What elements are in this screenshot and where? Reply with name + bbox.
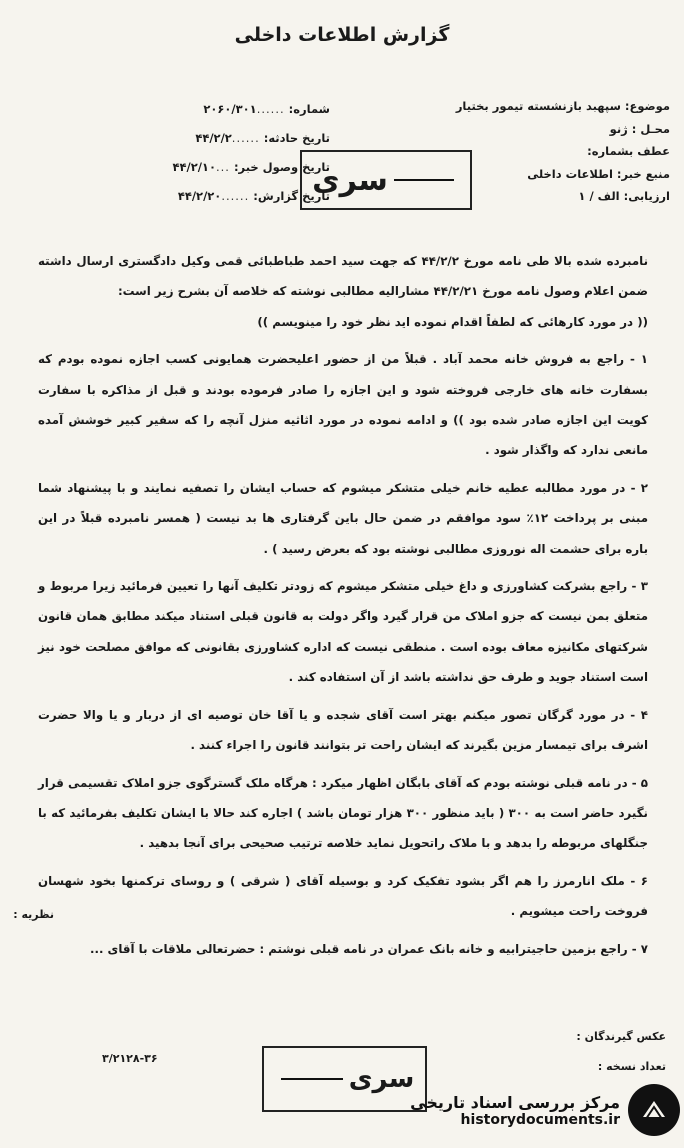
field-value: الف / ۱ (578, 189, 620, 203)
field-label: منبع خبر: (616, 166, 670, 181)
field-value: سپهبد بازنشسته تیمور بختیار (455, 99, 621, 113)
secret-stamp (300, 150, 472, 210)
field-label: ارزیابی: (623, 189, 670, 203)
field-label: شماره: (288, 102, 330, 116)
document-body (38, 246, 648, 964)
field-label: محـل : (631, 121, 670, 136)
body-item-6: ۶ - ملک انارمرز را هم اگر بشود تفکیک کرد و بوسیله آقای ( شرقی ) و روسای ترکمنها بخود شهسان فروخت راحت میشویم . (38, 873, 648, 919)
book-logo-icon (628, 1084, 680, 1136)
field-value: اطلاعات داخلی (527, 166, 613, 181)
watermark-logo (390, 1080, 680, 1140)
footer-code: ۳/۲۱۲۸-۳۶ (102, 1052, 158, 1065)
field-label: تاریخ حادثه: (263, 131, 330, 145)
body-item-4: ۴ - در مورد گرگان تصور میکنم بهتر است آقای شجده و یا آقا خان توصیه ای از دربار و یا والا حضرت اشرف برای تیمسار مزین بگیرند که ایشان راحت تر بتوانند قانون را اجراء کنند . (38, 707, 648, 753)
field-label: موضوع: (624, 99, 670, 113)
field-value: ۴۴/۲/۲ (195, 131, 232, 145)
body-item-1: ۱ - راجع به فروش خانه محمد آباد . قبلاً من از حضور اعلیحضرت همایونی کسب اجازه نموده بودم که بسفارت خانه های خارجی فروخته شود و این اجازه را صادر فرموده بودند و قبل از مذاکره با سفارت کویت این اجازه صادر شده بود )) و ادامه نموده در مورد اثاثیه منزل آنچه را که سفیر کبیر خوشش آمده مانعی ندارد که واگذار شود . (38, 352, 648, 458)
logo-title: مرکز بررسی اسناد تاریخی (410, 1092, 620, 1112)
logo-url: historydocuments.ir (460, 1111, 620, 1128)
body-quote: (( در مورد کارهائی که لطفاً اقدام نموده اید نظر خود را مینویسم )) (257, 314, 648, 329)
field-place (420, 118, 670, 141)
footer-copies: تعداد نسخه : (597, 1060, 666, 1073)
stamp-text: سری (312, 162, 388, 198)
field-label: تاریخ وصول خبر: (233, 160, 330, 174)
field-incident-date: تاریخ حادثه: ...... ۴۴/۲/۲ (90, 124, 330, 153)
footer-recipients: عکس گیرندگان : (576, 1030, 666, 1043)
body-item-3: ۳ - راجع بشرکت کشاورزی و داغ خیلی متشکر میشوم که زودتر تکلیف آنها را تعیین فرمائید زیرا مربوط و متعلق بمن نیست که جزو املاک من قرار گیرد واگر دولت به قانون قبلی استناد میکند مطابق همان قانون شرکتهای مکانیزه معاف بوده است . منطقی نیست که اداره کشاورزی بقانونی که موافق مصلحت خود نیز است استناد جوید و طرف حق نداشته باشد از آن استفاده کند . (38, 579, 648, 685)
header-left-fields (90, 95, 330, 211)
field-label: تاریخ گزارش: (253, 189, 330, 203)
footer-fields (576, 1022, 666, 1082)
field-received-date: تاریخ وصول خبر: ... ۴۴/۲/۱۰ (90, 153, 330, 182)
field-number: شماره: ...... ۲۰۶۰/۳۰۱ (90, 95, 330, 124)
field-report-date: تاریخ گزارش: ...... ۴۴/۲/۲۰ (90, 182, 330, 211)
body-item-2: ۲ - در مورد مطالبه عطیه خانم خیلی متشکر میشوم که حساب ایشان را تصفیه نمایند و با پیشنهاد شما مبنی بر پرداخت ۱۲٪ سود موافقم در ضمن حال باین گرفتاری ها بد نیست ( همسر نامبرده قبلاً در این باره برای حشمت اله نوروزی مطالبی نوشته بود که بعرض رسید ) . (38, 480, 648, 556)
stamp-text-bottom: سری (348, 1064, 415, 1094)
note-label: نظریه : (13, 908, 54, 921)
logo-text (410, 1093, 620, 1128)
field-subject (420, 95, 670, 118)
document-title: گزارش اطلاعات داخلی (234, 24, 450, 46)
body-intro: نامبرده شده بالا طی نامه مورخ ۴۴/۲/۲ که جهت سید احمد طباطبائی قمی وکیل دادگستری ارسال داشته ضمن اعلام وصول نامه مورخ ۴۴/۲/۲۱ مشارالیه مطالبی نوشته که خلاصه آن بشرح زیر است: (38, 254, 648, 299)
field-value: ۴۴/۲/۲۰ (177, 189, 222, 203)
field-value: ژنو (609, 121, 628, 136)
field-value: ۴۴/۲/۱۰ (172, 160, 216, 174)
field-label: عطف بشماره: (587, 144, 670, 158)
field-value: ۲۰۶۰/۳۰۱ (203, 102, 257, 116)
body-item-7: ۷ - راجع بزمین حاجیترابیه و خانه بانک عمران در نامه قبلی نوشتم : حضرتعالی ملاقات با آقای ... (90, 941, 648, 956)
body-item-5: ۵ - در نامه قبلی نوشته بودم که آقای بابگان اظهار میکرد : هرگاه ملک گسترگوی جزو املاک تقسیمی قرار نگیرد حاضر است به ۳۰۰ ( باید منظور ۳۰۰ هزار تومان باشد ) اجاره کند حالا با ایشان تکلیف بفرمائید که با جنگلهای مربوطه را بدهد و با ملاک راتحویل نماید خلاصه ترتیب صحیحی برای آنجا بدهید . (38, 775, 648, 851)
